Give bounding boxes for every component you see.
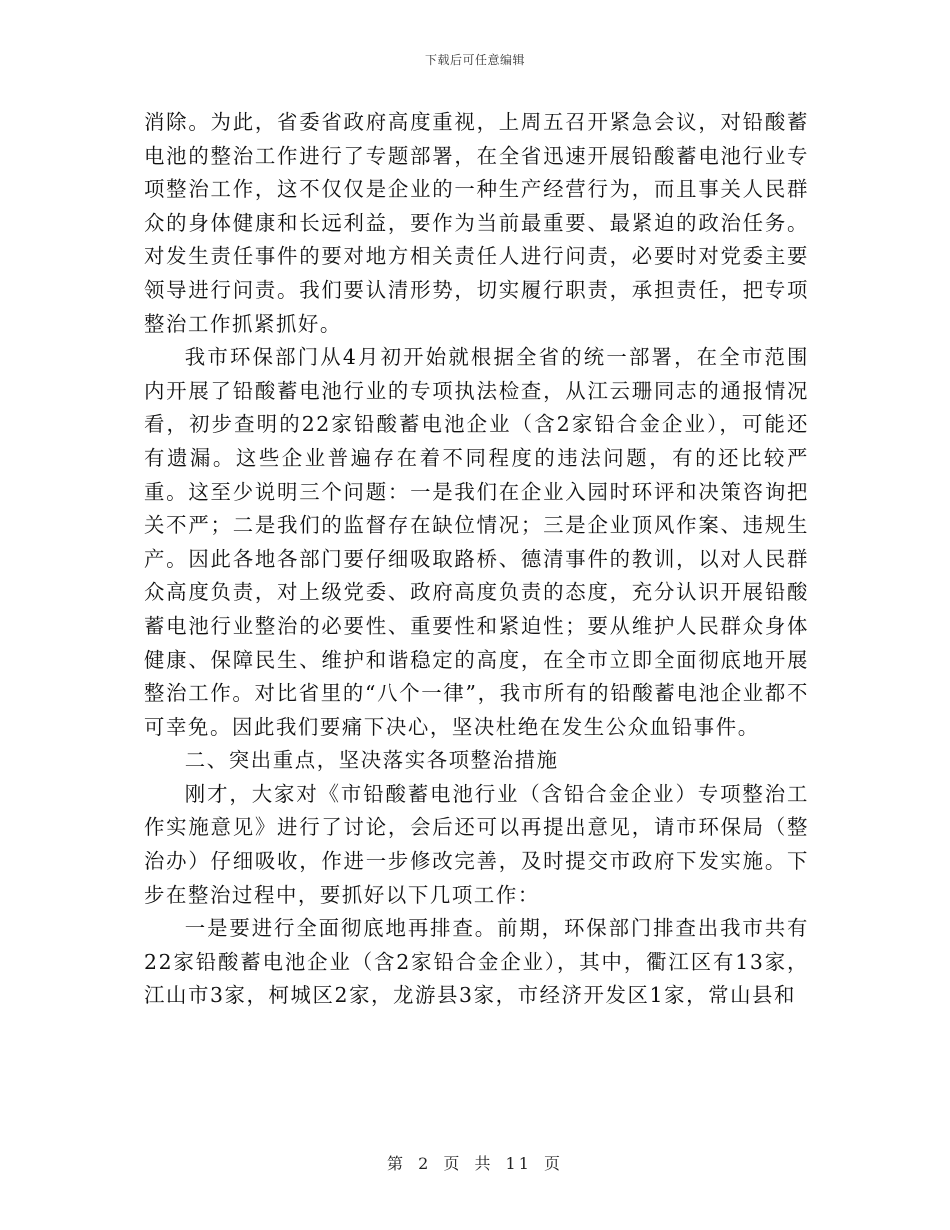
document-body: [144, 106, 809, 1013]
paragraph-2: 我市环保部门从4月初开始就根据全省的统一部署，在全市范围内开展了铅酸蓄电池行业的专项执法检查，从江云珊同志的通报情况看，初步查明的22家铅酸蓄电池企业（含2家铅合金企业），可能还有遗漏。这些企业普遍存在着不同程度的违法问题，有的还比较严重。这至少说明三个问题：一是我们在企业入园时环评和决策咨询把关不严；二是我们的监督存在缺位情况；三是企业顶风作案、违规生产。因此各地各部门要仔细吸取路桥、德清事件的教训，以对人民群众高度负责，对上级党委、政府高度负责的态度，充分认识开展铅酸蓄电池行业整治的必要性、重要性和紧迫性；要从维护人民群众身体健康、保障民生、维护和谐稳定的高度，在全市立即全面彻底地开展整治工作。对比省里的“八个一律”，我市所有的铅酸蓄电池企业都不可幸免。因此我们要痛下决心，坚决杜绝在发生公众血铅事件。: [144, 345, 809, 739]
section-heading: 二、突出重点，坚决落实各项整治措施: [184, 748, 559, 773]
page-number-footer: 第 2 页 共 11 页: [387, 1154, 563, 1173]
paragraph-4: 一是要进行全面彻底地再排查。前期，环保部门排查出我市共有22家铅酸蓄电池企业（含2家铅合金企业），其中，衢江区有13家，江山市3家，柯城区2家，龙游县3家，市经济开发区1家，常山县和: [144, 916, 809, 1008]
paragraph-3: 刚才，大家对《市铅酸蓄电池行业（含铅合金企业）专项整治工作实施意见》进行了讨论，会后还可以再提出意见，请市环保局（整治办）仔细吸收，作进一步修改完善，及时提交市政府下发实施。下步在整治过程中，要抓好以下几项工作：: [144, 781, 809, 907]
page-header: 下载后可任意编辑: [424, 53, 525, 67]
paragraph-1: 消除。为此，省委省政府高度重视，上周五召开紧急会议，对铅酸蓄电池的整治工作进行了专题部署，在全省迅速开展铅酸蓄电池行业专项整治工作，这不仅仅是企业的一种生产经营行为，而且事关人民群众的身体健康和长远利益，要作为当前最重要、最紧迫的政治任务。对发生责任事件的要对地方相关责任人进行问责，必要时对党委主要领导进行问责。我们要认清形势，切实履行职责，承担责任，把专项整治工作抓紧抓好。: [144, 110, 809, 336]
